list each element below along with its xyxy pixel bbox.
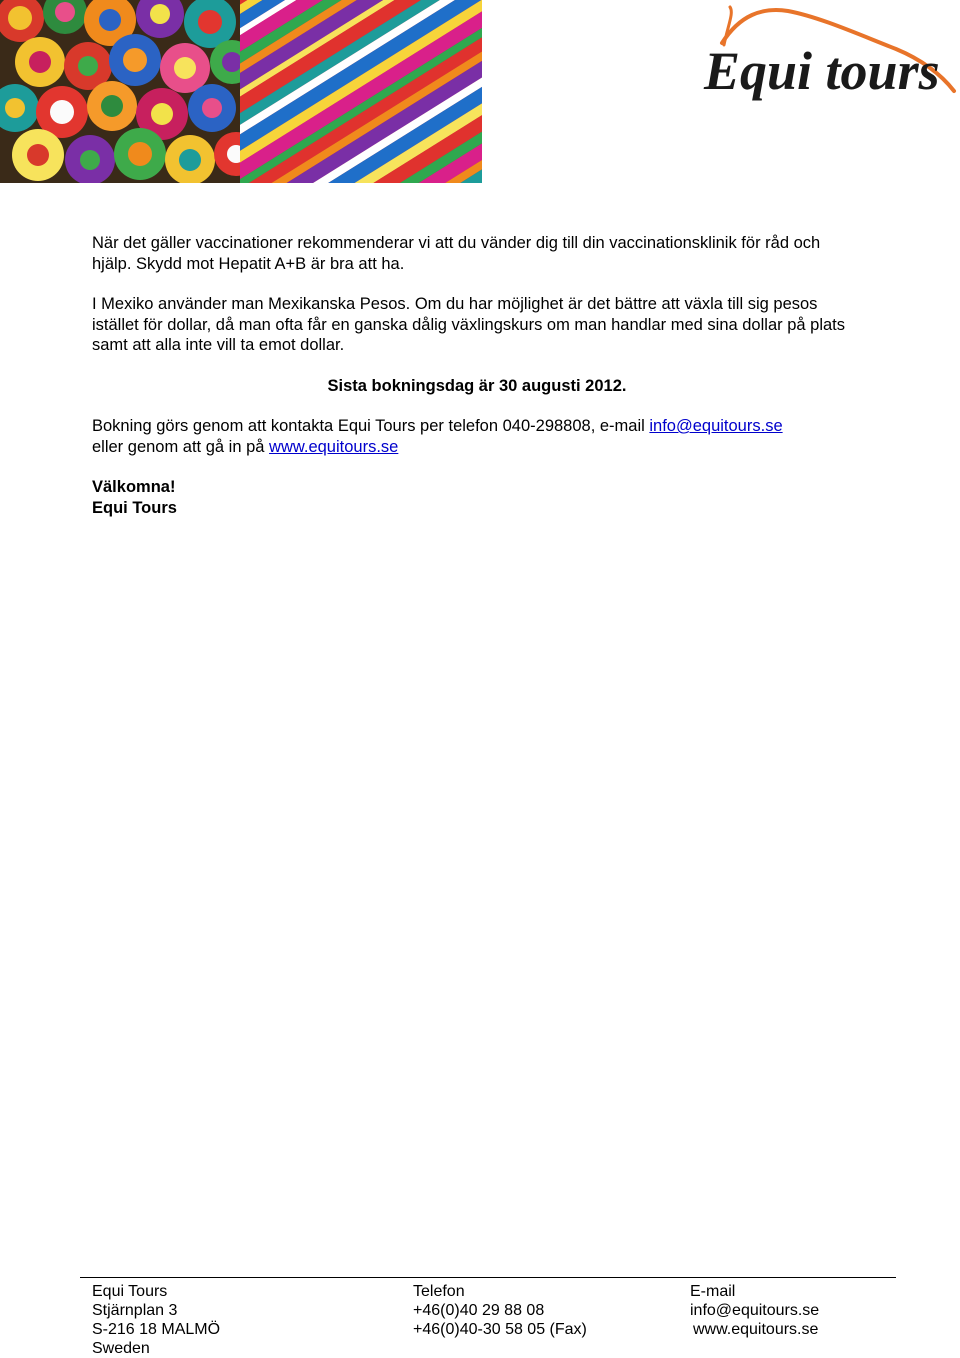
footer-phone [413, 1282, 587, 1339]
paragraph-currency: I Mexiko använder man Mexikanska Pesos. Om du har möjlighet är det bättre att växla till sig pesos istället för dollar, då man ofta får en ganska dålig växlingskurs om man handlar med sina dollar på plats samt att alla inte vill ta emot dollar. [92, 295, 845, 354]
horse-swoosh-icon [700, 5, 958, 110]
booking-web-link[interactable]: www.equitours.se [269, 437, 399, 456]
booking-deadline: Sista bokningsdag är 30 augusti 2012. [327, 376, 627, 395]
footer-phone-heading: Telefon [413, 1283, 465, 1300]
paragraph-booking [92, 416, 862, 457]
painted-bowls-photo [0, 0, 258, 183]
footer-city: S-216 18 MALMÖ [92, 1321, 221, 1338]
svg-text:Equi tours: Equi tours [704, 41, 940, 101]
equi-tours-logo [700, 5, 958, 110]
footer-email-address: info@equitours.se [690, 1302, 820, 1319]
signature: Equi Tours [92, 498, 177, 517]
footer-address [92, 1282, 220, 1358]
closing [92, 477, 862, 518]
letter-body [92, 233, 862, 518]
photo-collage [0, 0, 482, 183]
footer-divider [80, 1277, 896, 1278]
booking-text-2: eller genom att gå in på [92, 437, 270, 456]
footer-company-name: Equi Tours [92, 1283, 168, 1300]
footer-country: Sweden [92, 1340, 150, 1357]
footer-fax-number: +46(0)40-30 58 05 (Fax) [413, 1321, 587, 1338]
paragraph-vaccination: När det gäller vaccinationer rekommenderar vi att du vänder dig till din vaccinationsklinik för råd och hjälp. Skydd mot Hepatit A+B är bra att ha. [92, 234, 821, 273]
footer-website: www.equitours.se [693, 1321, 819, 1338]
booking-email-link[interactable]: info@equitours.se [649, 417, 783, 435]
footer-email [690, 1282, 819, 1339]
header-photo [0, 0, 482, 183]
booking-text-1: Bokning görs genom att kontakta Equi Tours per telefon 040-298808, e-mail [92, 417, 650, 435]
welcome-text: Välkomna! [92, 478, 176, 496]
footer-phone-number: +46(0)40 29 88 08 [413, 1302, 545, 1319]
footer-email-heading: E-mail [690, 1283, 736, 1300]
footer-street: Stjärnplan 3 [92, 1302, 178, 1319]
